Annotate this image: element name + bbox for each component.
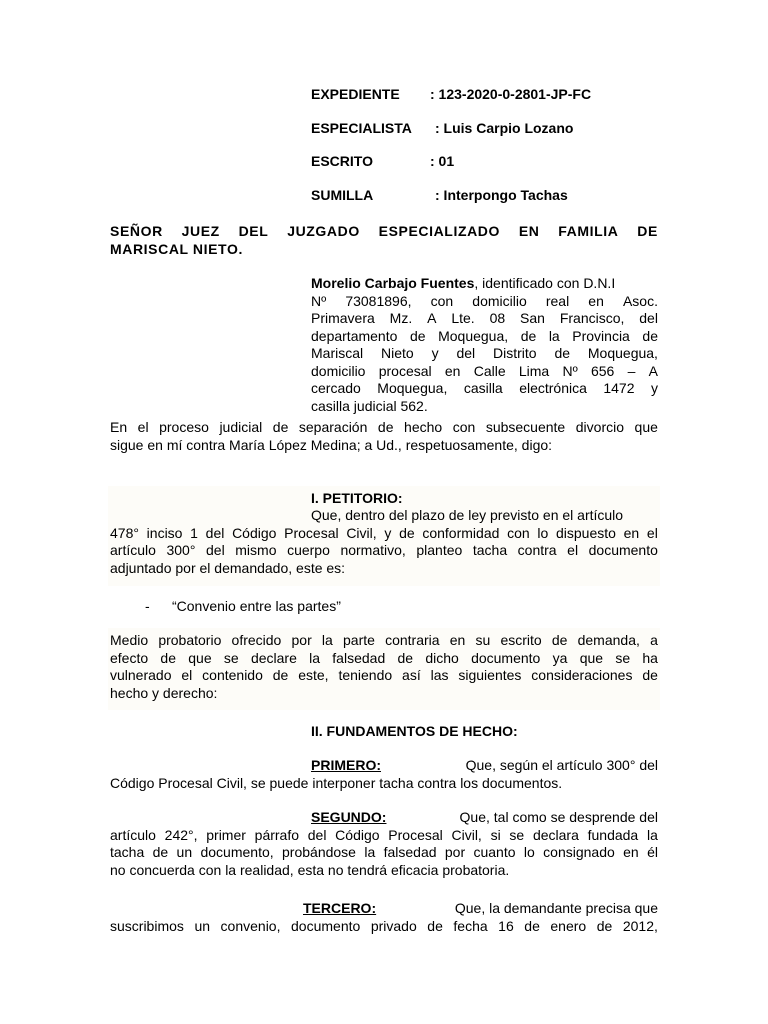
party-name: Morelio Carbajo Fuentes xyxy=(311,275,475,291)
identification-line: Primavera Mz. A Lte. 08 San Francisco, del xyxy=(311,310,658,326)
primero-paragraph: PRIMERO: Que, según el artículo 300° del Código Procesal Civil, se puede interponer tacha contra los documentos. xyxy=(110,757,658,791)
addressee-line-2: MARISCAL NIETO. xyxy=(110,241,243,257)
intro-paragraph: En el proceso judicial de separación de hecho con subsecuente divorcio que sigue en mí contra María López Medina; a Ud., respetuosamente, digo: xyxy=(110,419,658,453)
expediente-row xyxy=(311,86,592,103)
identification-line: casilla judicial 562. xyxy=(311,397,428,414)
tercero-label: TERCERO: xyxy=(303,900,377,916)
sumilla-label: SUMILLA xyxy=(311,187,374,203)
expediente-value: : 123-2020-0-2801-JP-FC xyxy=(430,86,592,102)
petitorio-paragraph: Que, dentro del plazo de ley previsto en el artículo 478° inciso 1 del Código Procesal Civil, y de conformidad con lo dispuesto en el artículo 300° del mismo cuerpo normativo, planteo tacha contra el documento adjuntado por el demandado, este es: xyxy=(110,507,658,576)
tercero-paragraph: TERCERO: Que, la demandante precisa que suscribimos un convenio, documento privado de fecha 16 de enero de 2012, xyxy=(110,900,658,934)
addressee-line-1: SEÑOR JUEZ DEL JUZGADO ESPECIALIZADO EN FAMILIA DE xyxy=(110,223,658,239)
escrito-value: : 01 xyxy=(430,153,455,169)
addressee xyxy=(110,222,658,258)
fundamentos-heading: II. FUNDAMENTOS DE HECHO: xyxy=(311,723,518,739)
segundo-paragraph: SEGUNDO: Que, tal como se desprende del artículo 242°, primer párrafo del Código Procesal Civil, si se declara fundada la tacha de un documento, probándose la falsedad por cuanto lo consignado en él no concuerda con la realidad, esta no tendrá eficacia probatoria. xyxy=(110,809,658,878)
especialista-row xyxy=(311,120,574,137)
primero-label: PRIMERO: xyxy=(311,757,381,773)
identification-block: Morelio Carbajo Fuentes, identificado con D.N.I Nº 73081896, con domicilio real en Asoc. Primavera Mz. A Lte. 08 San Francisco, del departamento de Moquegua, de la Provincia de Mariscal Nieto y del Distrito de Moquegua, domicilio procesal en Calle Lima Nº 656 – A cercado Moquegua, casilla electrónica 1472 y casilla judicial 562. xyxy=(311,275,658,414)
identification-line: departamento de Moquegua, de la Provincia de xyxy=(311,327,658,344)
escrito-row xyxy=(311,153,455,170)
bullet-text: “Convenio entre las partes” xyxy=(172,598,341,614)
bullet-item xyxy=(145,598,341,615)
identification-line: Nº 73081896, con domicilio real en Asoc. xyxy=(311,292,658,309)
expediente-label: EXPEDIENTE xyxy=(311,86,400,102)
petitorio-paragraph-2: Medio probatorio ofrecido por la parte contraria en su escrito de demanda, a efecto de que se declare la falsedad de dicho documento ya que se ha vulnerado el contenido de este, teniendo así las siguientes consideraciones de hecho y derecho: xyxy=(110,632,658,701)
sumilla-row xyxy=(311,187,568,204)
sumilla-value: : Interpongo Tachas xyxy=(435,187,568,203)
segundo-label: SEGUNDO: xyxy=(311,809,387,825)
especialista-label: ESPECIALISTA xyxy=(311,120,412,136)
identification-line: domicilio procesal en Calle Lima Nº 656 – A xyxy=(311,362,658,379)
identification-line: Mariscal Nieto y del Distrito de Moquegua, xyxy=(311,345,658,361)
bullet-dash: - xyxy=(145,598,150,614)
petitorio-heading: I. PETITORIO: xyxy=(311,490,403,506)
identification-line: cercado Moquegua, casilla electrónica 1472 y xyxy=(311,380,658,396)
especialista-value: : Luis Carpio Lozano xyxy=(435,120,574,136)
escrito-label: ESCRITO xyxy=(311,153,373,169)
